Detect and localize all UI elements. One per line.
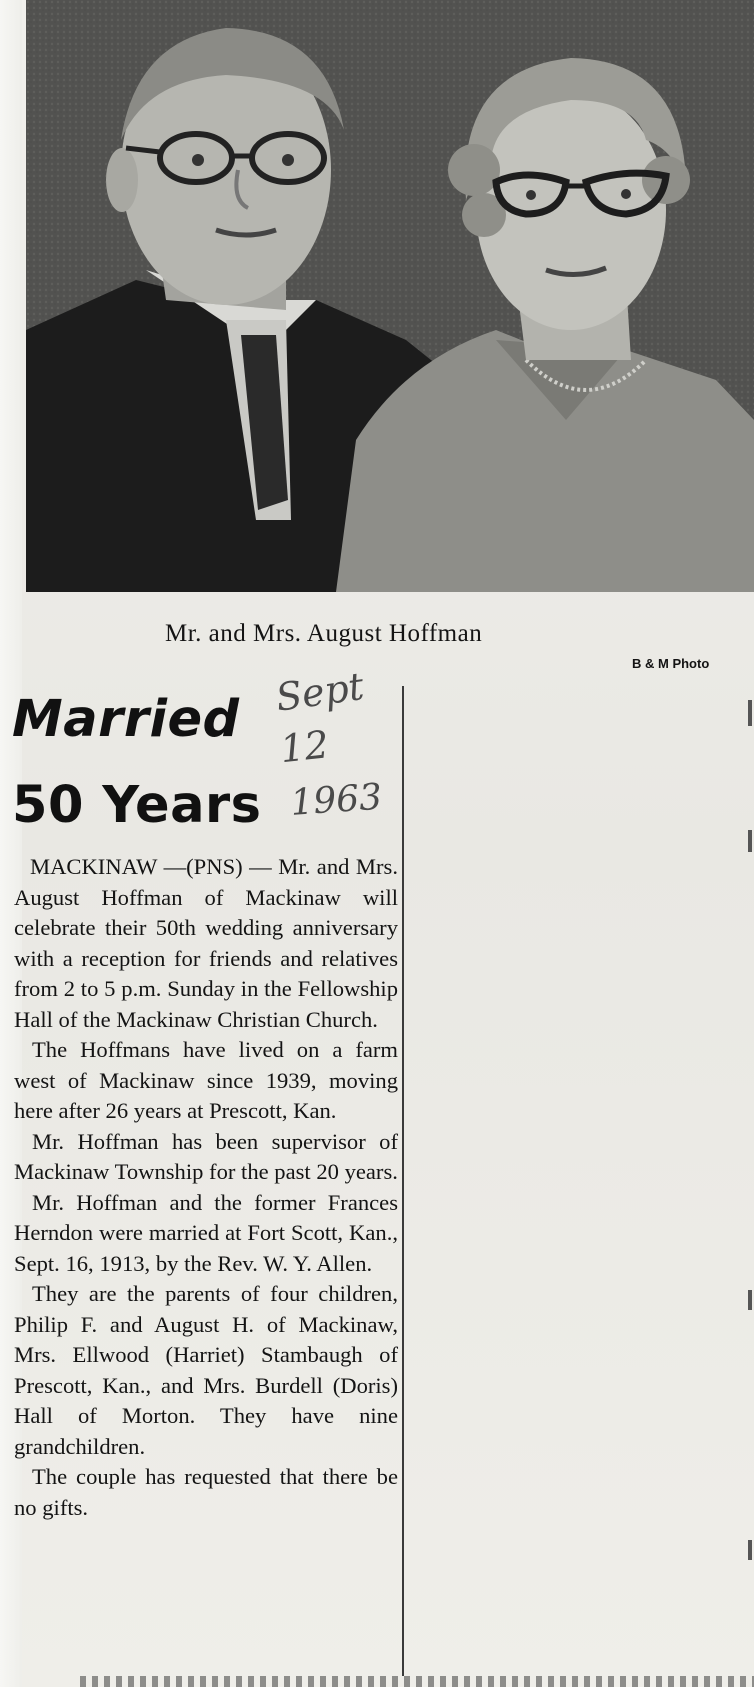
article-paragraph: The Hoffmans have lived on a farm west of Mackinaw since 1939, moving here after 26 years at Prescott, Kan. — [14, 1037, 398, 1123]
column-rule — [402, 686, 404, 1676]
headline-line-2: 50 Years — [12, 776, 262, 835]
adjacent-column-fragment — [748, 1540, 752, 1560]
article-paragraph: Mr. Hoffman has been supervisor of Mackinaw Township for the past 20 years. — [14, 1128, 398, 1184]
headline-line-1: Married — [12, 690, 240, 749]
adjacent-column-fragment — [748, 1290, 752, 1310]
article-body — [14, 852, 398, 1523]
photo-credit: B & M Photo — [632, 656, 710, 671]
portrait-photo-icon — [26, 0, 754, 592]
couple-portrait-photo — [26, 0, 754, 592]
photo-caption: Mr. and Mrs. August Hoffman — [165, 620, 483, 647]
handwritten-date-note — [272, 664, 402, 824]
adjacent-text-cutoff — [80, 1676, 754, 1687]
handwritten-day: 12 — [278, 722, 331, 772]
article-paragraph: They are the parents of four children, Philip F. and August H. of Mackinaw, Mrs. Ellwood (Harriet) Stambaugh of Prescott, Kan., and Mrs. Burdell (Doris) Hall of Morton. They have nine grandchildren. — [14, 1281, 398, 1459]
handwritten-month: Sept — [273, 664, 367, 720]
handwritten-year: 1963 — [289, 776, 384, 824]
adjacent-column-fragment — [748, 830, 752, 852]
adjacent-column-fragment — [748, 700, 752, 726]
article-paragraph: MACKINAW —(PNS) — Mr. and Mrs. August Hoffman of Mackinaw will celebrate their 50th wedding anniversary with a reception for friends and relatives from 2 to 5 p.m. Sunday in the Fellowship Hall of the Mackinaw Christian Church. — [14, 854, 398, 1032]
article-paragraph: The couple has requested that there be no gifts. — [14, 1464, 398, 1520]
article-paragraph: Mr. Hoffman and the former Frances Herndon were married at Fort Scott, Kan., Sept. 16, 1913, by the Rev. W. Y. Allen. — [14, 1189, 398, 1276]
